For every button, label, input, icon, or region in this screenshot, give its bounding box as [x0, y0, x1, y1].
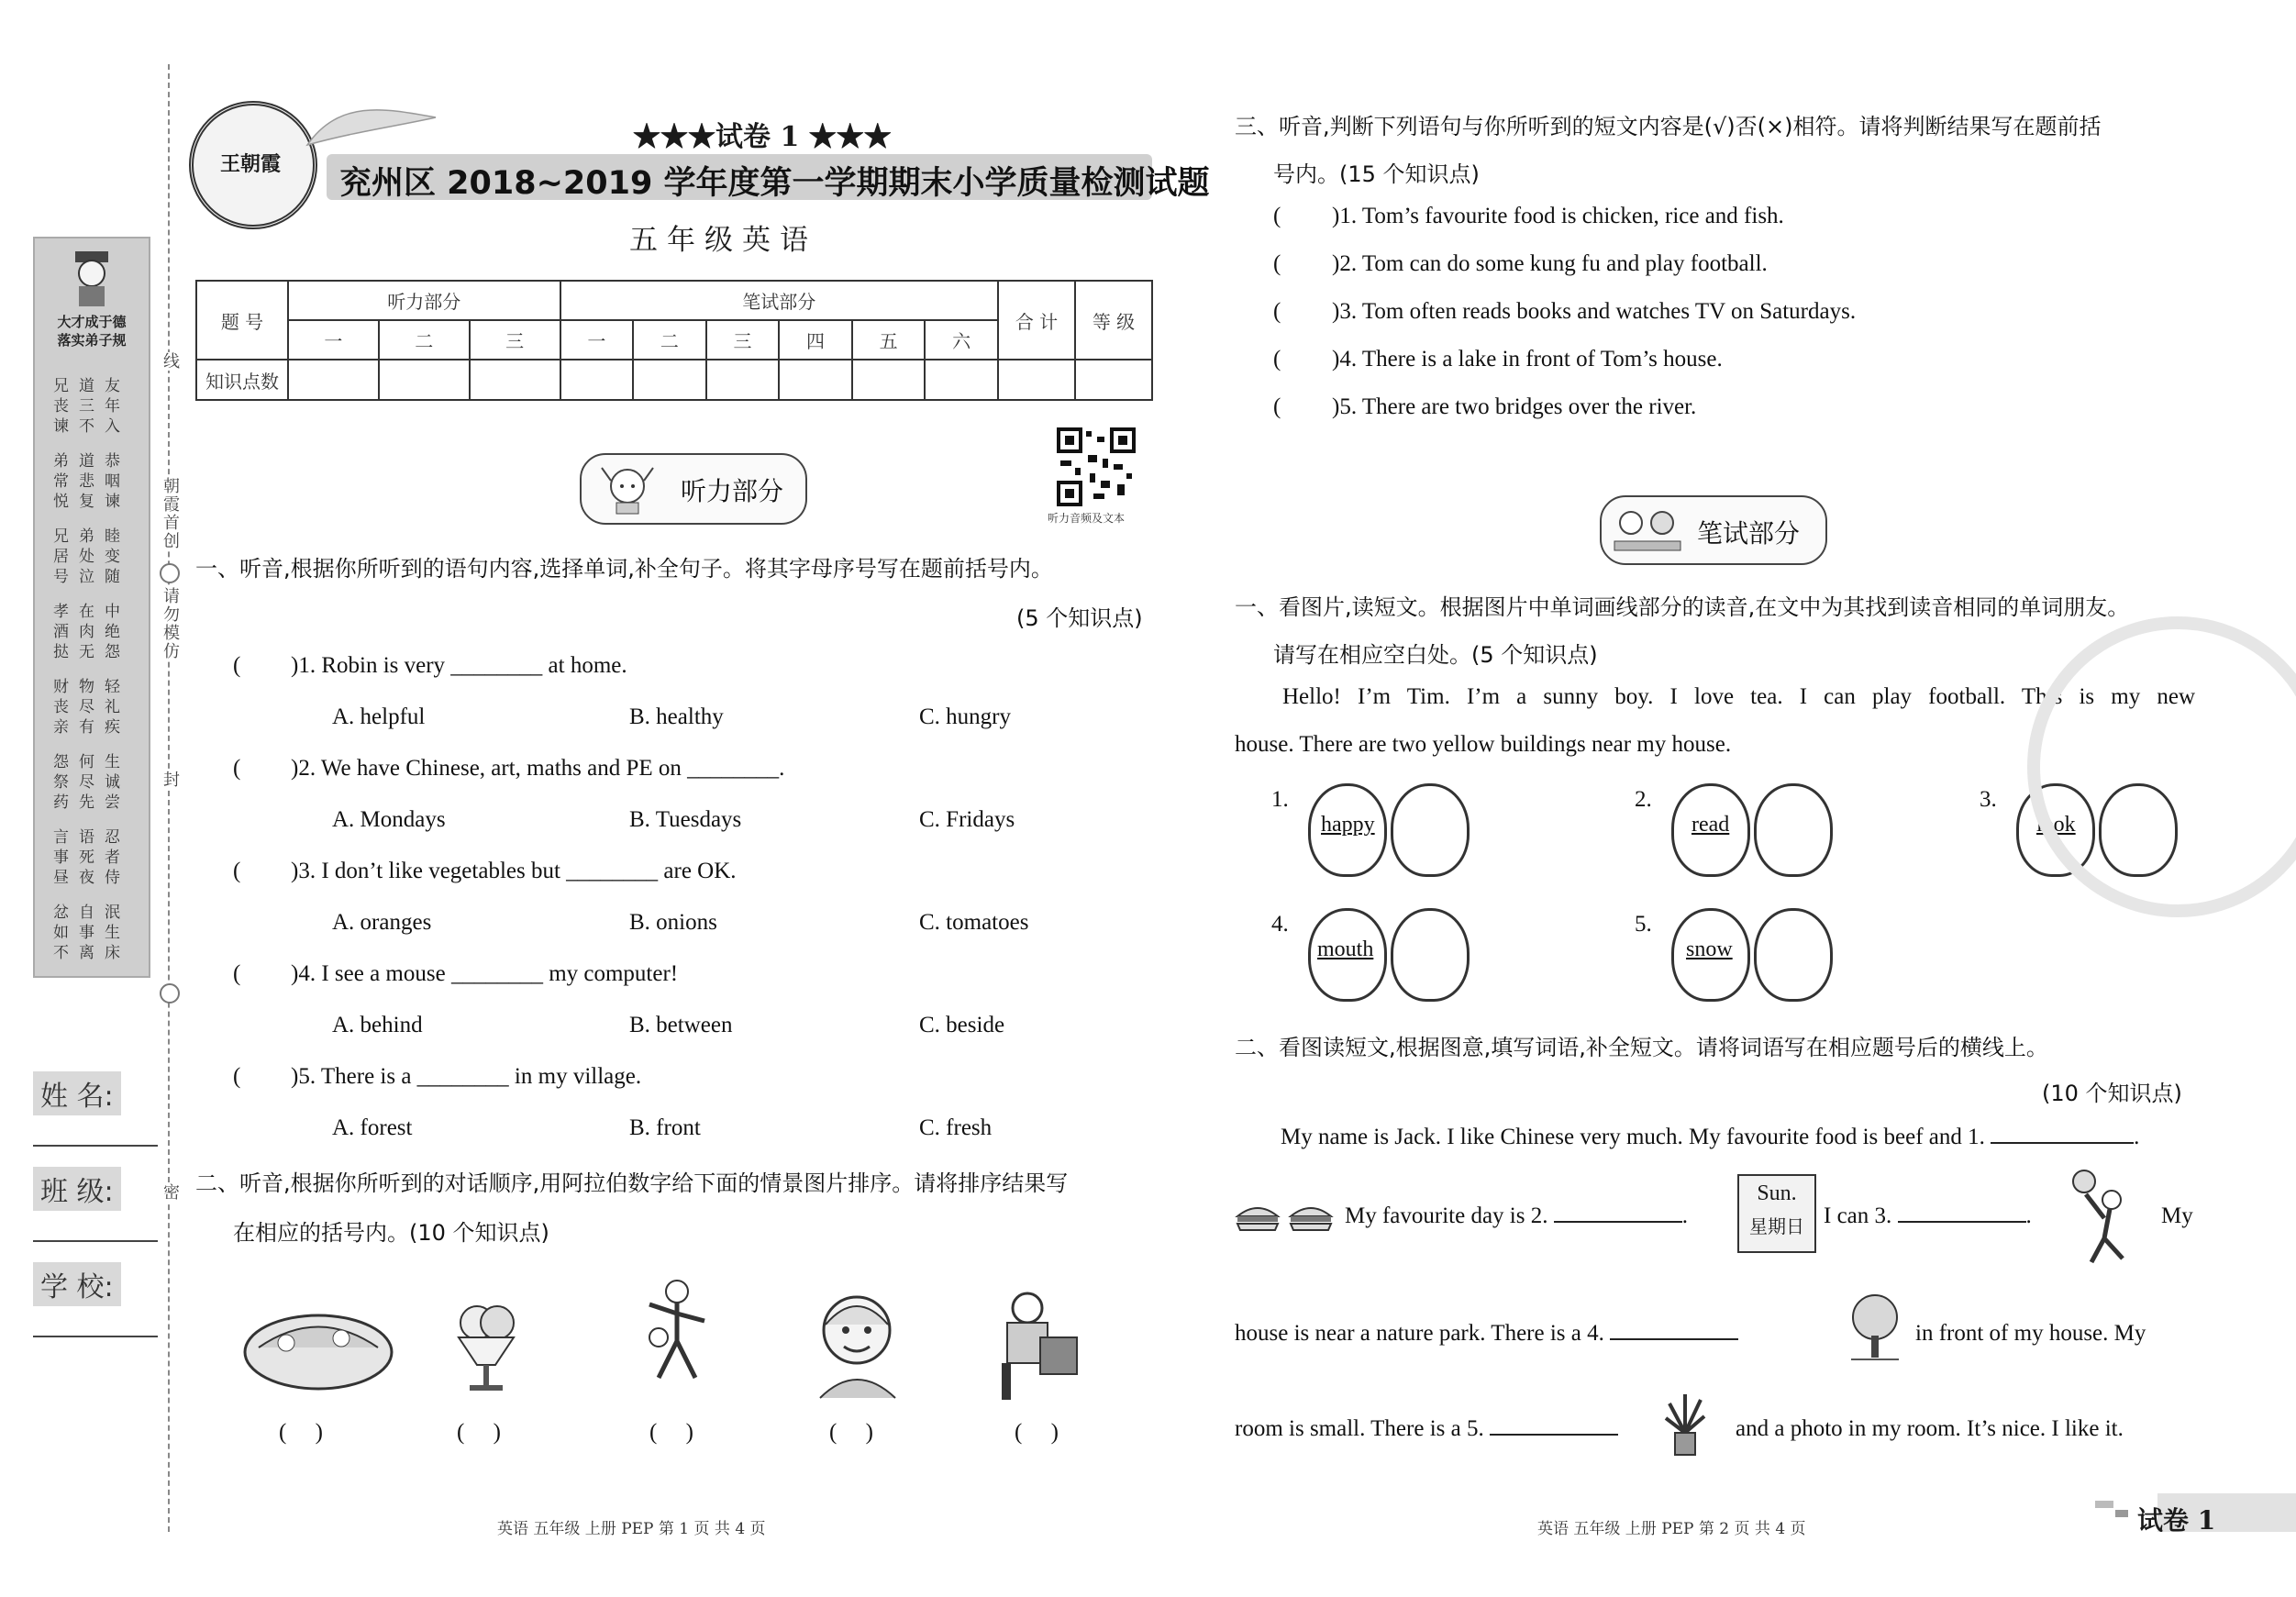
- exam-subject: 五年级英语: [629, 224, 817, 257]
- answer-paren[interactable]: (: [233, 1064, 241, 1089]
- potted-plant-icon: [1664, 1391, 1706, 1458]
- class-label: 班 级:: [33, 1167, 121, 1211]
- score-cell[interactable]: [470, 360, 560, 400]
- cut-label-seal: 封: [158, 771, 182, 789]
- word-bubble-right[interactable]: [1754, 783, 1833, 877]
- sunday-calendar-card: [1737, 1174, 1816, 1253]
- score-cell[interactable]: [288, 360, 379, 400]
- corner-paper-label: 试卷 1: [2137, 1505, 2216, 1536]
- blank-4[interactable]: [1610, 1338, 1738, 1340]
- page-footer-left: 英语 五年级 上册 PEP 第 1 页 共 4 页: [497, 1520, 766, 1538]
- poem-block-6: 怨何生 祭尽诚 药先尝: [53, 753, 130, 812]
- binding-hole: [160, 563, 180, 583]
- listening-section-pill: [580, 453, 807, 525]
- option-b: B. front: [629, 1115, 701, 1140]
- motto-line-2: 落实弟子规: [57, 332, 127, 349]
- cut-label-secret: 密: [158, 1183, 182, 1202]
- brand-logo-text: 王朝霞: [219, 152, 281, 176]
- answer-paren[interactable]: (: [233, 859, 241, 883]
- word-snow: snow: [1686, 937, 1733, 961]
- writing-q1-passage-2: house. There are two yellow buildings near my house.: [1235, 732, 1732, 757]
- word-bubble-right[interactable]: [1391, 908, 1470, 1002]
- score-table-col: 二: [633, 320, 706, 360]
- score-table-col: 六: [925, 320, 998, 360]
- option-a: A. oranges: [332, 910, 432, 935]
- footer-decoration: [2095, 1501, 2113, 1508]
- writing-q2-line-1: My name is Jack. I like Chinese very much. My favourite food is beef and 1. .: [1281, 1125, 2140, 1149]
- writing-q2-line-2c: My: [2161, 1203, 2193, 1228]
- ribbon-decoration-icon: [303, 99, 440, 154]
- answer-paren[interactable]: (: [1273, 347, 1281, 372]
- writing-q1-passage-1: Hello! I’m Tim. I’m a sunny boy. I love tea. I can play football. This is my new: [1282, 684, 2195, 709]
- cut-label-original: 朝霞首创: [158, 477, 182, 550]
- score-table-col: 一: [288, 320, 379, 360]
- score-table-col: 二: [379, 320, 470, 360]
- listening-section-title: 听力部分: [681, 476, 784, 506]
- option-a: A. forest: [332, 1115, 413, 1140]
- score-table-header: 听力部分: [288, 281, 560, 320]
- answer-paren[interactable]: (: [1273, 394, 1281, 419]
- listening-q3-item-4: )4. There is a lake in front of Tom’s house.: [1332, 347, 1723, 372]
- footer-decoration: [2115, 1510, 2128, 1517]
- poem-block-3: 兄弟睦 居处变 号泣随: [53, 527, 130, 586]
- answer-paren[interactable]: (: [1273, 299, 1281, 324]
- sandwich-icon: [1288, 1200, 1334, 1233]
- listening-q1-instruction: 一、听音,根据你所听到的语句内容,选择单词,补全句子。将其字母序号写在题前括号内。: [195, 556, 1053, 582]
- class-field[interactable]: [33, 1240, 158, 1242]
- hamburger-picture: [240, 1297, 396, 1398]
- exam-title: 兖州区 2018~2019 学年度第一学期期末小学质量检测试题: [339, 165, 1210, 202]
- writing-q2-points: (10 个知识点): [2042, 1081, 2182, 1106]
- option-c: C. fresh: [919, 1115, 993, 1140]
- listening-q3-item-2: )2. Tom can do some kung fu and play football.: [1332, 251, 1768, 276]
- score-table-col: 五: [852, 320, 926, 360]
- blank-5[interactable]: [1490, 1434, 1618, 1436]
- score-table-col: 三: [470, 320, 560, 360]
- blank-2[interactable]: [1554, 1221, 1682, 1223]
- option-b: B. healthy: [629, 704, 724, 729]
- blank-1[interactable]: [1991, 1142, 2134, 1144]
- score-cell[interactable]: [925, 360, 998, 400]
- answer-paren[interactable]: ( ): [1015, 1420, 1059, 1445]
- poem-block-4: 孝在中 酒肉绝 挞无怨: [53, 603, 130, 661]
- score-table-header: 题 号: [196, 281, 288, 360]
- writing-section-pill: [1600, 495, 1827, 565]
- score-cell[interactable]: [379, 360, 470, 400]
- score-table-col: 三: [706, 320, 780, 360]
- answer-paren[interactable]: ( ): [649, 1420, 693, 1445]
- listening-q2-instruction-1: 二、听音,根据你所听到的对话顺序,用阿拉伯数字给下面的情景图片排序。请将排序结果写: [195, 1170, 1069, 1196]
- score-cell[interactable]: [998, 360, 1075, 400]
- word-happy: happy: [1321, 813, 1375, 837]
- option-a: A. behind: [332, 1013, 423, 1037]
- poem-block-1: 兄道友 丧三年 谏不入: [53, 377, 130, 436]
- listening-q1-item-3: )3. I don’t like vegetables but ________ are OK.: [291, 859, 737, 883]
- word-bubble-right[interactable]: [1391, 783, 1470, 877]
- option-b: B. between: [629, 1013, 733, 1037]
- cut-label-line: 线: [158, 352, 182, 371]
- ice-cream-picture: [449, 1295, 523, 1398]
- score-table: [195, 280, 1153, 401]
- writing-q2-line-3b: in front of my house. My: [1915, 1321, 2146, 1346]
- writing-q2-line-4b: and a photo in my room. It’s nice. I like it.: [1736, 1416, 2124, 1441]
- writing-q2-line-3a: house is near a nature park. There is a 4.: [1235, 1321, 1738, 1347]
- sandwich-icon: [1235, 1200, 1281, 1233]
- listening-q1-item-2: )2. We have Chinese, art, maths and PE on ________.: [291, 756, 785, 781]
- rules-sidebar: [33, 237, 150, 978]
- word-number: 5.: [1635, 912, 1652, 937]
- answer-paren[interactable]: (: [1273, 204, 1281, 228]
- listening-q1-points: (5 个知识点): [1016, 605, 1143, 631]
- word-number: 4.: [1271, 912, 1289, 937]
- answer-paren[interactable]: (: [1273, 251, 1281, 276]
- writing-q2-line-2b: I can 3. .: [1824, 1203, 2032, 1228]
- answer-paren[interactable]: ( ): [829, 1420, 873, 1445]
- answer-paren[interactable]: (: [233, 653, 241, 678]
- word-number: 1.: [1271, 787, 1289, 812]
- answer-paren[interactable]: (: [233, 961, 241, 986]
- kung-fu-picture: [637, 1277, 710, 1405]
- blank-3[interactable]: [1898, 1221, 2026, 1223]
- word-number: 2.: [1635, 787, 1652, 812]
- poem-block-7: 言语忍 事死者 昼夜侍: [53, 828, 130, 887]
- score-table-header: 笔试部分: [560, 281, 998, 320]
- qr-code-icon[interactable]: [1057, 427, 1136, 506]
- listening-q2-instruction-2: 在相应的括号内。(10 个知识点): [233, 1220, 549, 1246]
- listening-q3-item-5: )5. There are two bridges over the river.: [1332, 394, 1697, 419]
- writing-q2-line-2a: My favourite day is 2. .: [1345, 1203, 1688, 1228]
- writing-q2-instruction: 二、看图读短文,根据图意,填写词语,补全短文。请将词语写在相应题号后的横线上。: [1235, 1035, 2048, 1060]
- option-a: A. helpful: [332, 704, 426, 729]
- word-read: read: [1691, 813, 1730, 837]
- score-cell[interactable]: [852, 360, 926, 400]
- writing-q1-instruction-2: 请写在相应空白处。(5 个知识点): [1273, 642, 1598, 668]
- girl-cartoon-icon: [594, 460, 660, 517]
- school-field[interactable]: [33, 1336, 158, 1337]
- score-cell[interactable]: [633, 360, 706, 400]
- writing-q2-line-4a: room is small. There is a 5.: [1235, 1416, 1618, 1442]
- option-c: C. hungry: [919, 704, 1011, 729]
- word-number: 3.: [1980, 787, 1997, 812]
- answer-paren[interactable]: ( ): [279, 1420, 323, 1445]
- motto-line-1: 大才成于德: [57, 314, 127, 330]
- score-cell[interactable]: [706, 360, 780, 400]
- listening-q1-item-4: )4. I see a mouse ________ my computer!: [291, 961, 679, 986]
- score-table-col: 四: [779, 320, 852, 360]
- word-mouth: mouth: [1317, 937, 1374, 961]
- qr-caption: 听力音频及文本: [1048, 512, 1126, 525]
- answer-paren[interactable]: ( ): [457, 1420, 501, 1445]
- listening-q1-item-1: )1. Robin is very ________ at home.: [291, 653, 627, 678]
- name-label: 姓 名:: [33, 1071, 121, 1115]
- cut-label-nocopy: 请勿模仿: [158, 587, 182, 660]
- option-c: C. beside: [919, 1013, 1005, 1037]
- option-c: C. tomatoes: [919, 910, 1029, 935]
- scholar-figure-icon: [62, 248, 121, 308]
- score-table-col: 一: [560, 320, 634, 360]
- word-bubble-right[interactable]: [1754, 908, 1833, 1002]
- answer-paren[interactable]: (: [233, 756, 241, 781]
- paper-number-label: ★★★试卷 1 ★★★: [633, 121, 892, 153]
- poem-block-8: 忿自泯 如事生 不离床: [53, 904, 130, 962]
- score-cell[interactable]: [560, 360, 634, 400]
- poem-block-2: 弟道恭 常悲咽 悦复谏: [53, 452, 130, 511]
- grandma-picture: [811, 1288, 904, 1402]
- option-b: B. onions: [629, 910, 717, 935]
- tree-icon: [1846, 1292, 1904, 1365]
- score-table-header: 知识点数: [196, 360, 288, 400]
- score-cell[interactable]: [779, 360, 852, 400]
- kids-cartoon-icon: [1611, 505, 1684, 556]
- score-cell[interactable]: [1075, 360, 1152, 400]
- page-footer-right: 英语 五年级 上册 PEP 第 2 页 共 4 页: [1537, 1520, 1806, 1538]
- cut-line: [168, 64, 170, 1532]
- computer-picture: [991, 1288, 1082, 1402]
- school-label: 学 校:: [33, 1262, 121, 1306]
- listening-q3-item-1: )1. Tom’s favourite food is chicken, rice and fish.: [1332, 204, 1784, 228]
- sunday-card-top: Sun.: [1757, 1181, 1797, 1205]
- name-field[interactable]: [33, 1145, 158, 1147]
- option-c: C. Fridays: [919, 807, 1015, 832]
- binding-hole: [160, 983, 180, 1004]
- listening-q3-instruction-1: 三、听音,判断下列语句与你所听到的短文内容是(√)否(×)相符。请将判断结果写在题前括: [1235, 114, 2102, 139]
- writing-q1-instruction-1: 一、看图片,读短文。根据图片中单词画线部分的读音,在文中为其找到读音相同的单词朋友。: [1235, 594, 2130, 620]
- score-table-header: 等 级: [1075, 281, 1152, 360]
- option-b: B. Tuesdays: [629, 807, 742, 832]
- writing-section-title: 笔试部分: [1697, 518, 1801, 549]
- option-a: A. Mondays: [332, 807, 446, 832]
- listening-q3-item-3: )3. Tom often reads books and watches TV on Saturdays.: [1332, 299, 1857, 324]
- sunday-card-bottom: 星期日: [1749, 1215, 1804, 1237]
- listening-q1-item-5: )5. There is a ________ in my village.: [291, 1064, 642, 1089]
- score-table-header: 合 计: [998, 281, 1075, 360]
- listening-q3-instruction-2: 号内。(15 个知识点): [1273, 161, 1480, 187]
- basketball-player-icon: [2068, 1167, 2141, 1268]
- word-look: look: [2036, 813, 2076, 837]
- poem-block-5: 财物轻 丧尽礼 亲有疾: [53, 678, 130, 737]
